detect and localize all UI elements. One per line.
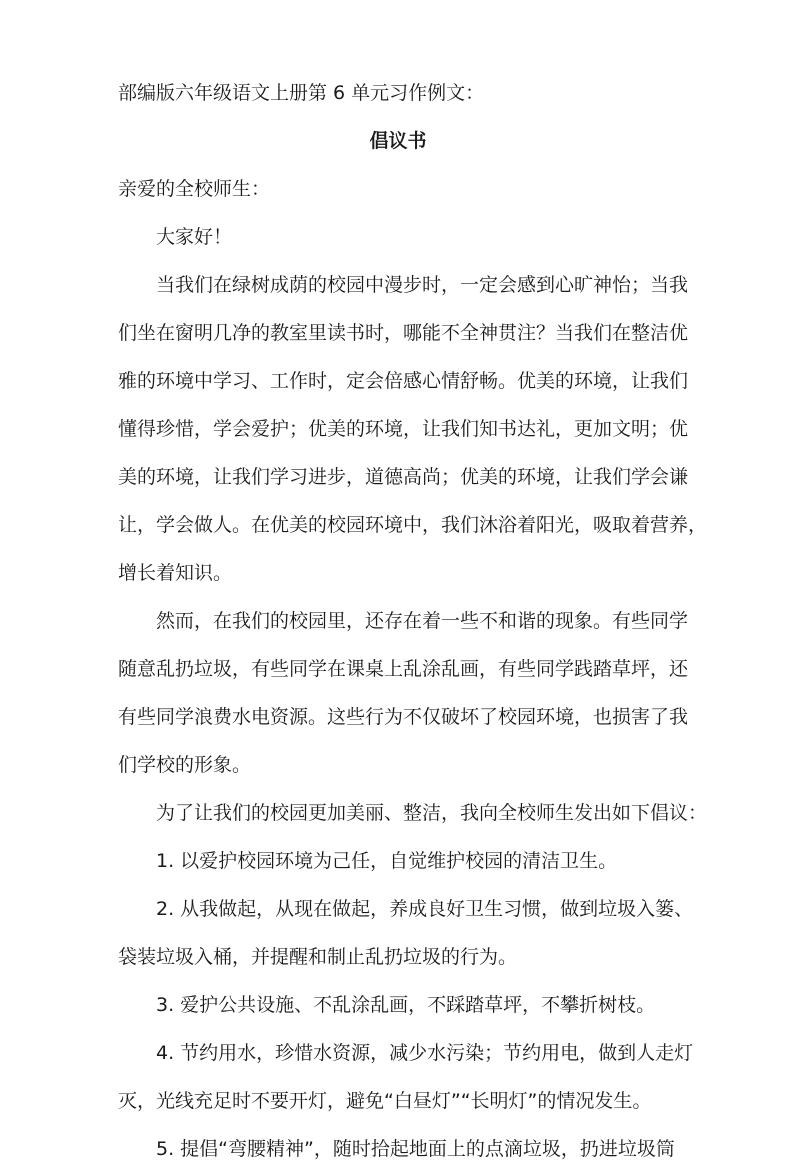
proposal-item-1 <box>118 844 678 892</box>
paragraph-line: 们学校的形象。 <box>118 754 252 776</box>
greeting: 大家好！ <box>156 226 233 248</box>
paragraph-line: 让，学会做人。在优美的校园环境中，我们沐浴着阳光，吸取着营养， <box>118 514 708 536</box>
paragraph-line: 袋装垃圾入桶，并提醒和制止乱扔垃圾的行为。 <box>118 946 518 968</box>
proposal-item-2 <box>118 892 694 988</box>
paragraph-line: 1. 以爱护校园环境为己任，自觉维护校园的清洁卫生。 <box>156 850 618 872</box>
paragraph-line: 灭，光线充足时不要开灯，避免“白昼灯”“长明灯”的情况发生。 <box>118 1090 652 1112</box>
proposal-item-3 <box>118 988 678 1036</box>
document-body <box>118 76 708 1166</box>
paragraph-proposal-intro <box>118 796 708 844</box>
paragraph-line: 然而，在我们的校园里，还存在着一些不和谐的现象。有些同学 <box>156 610 689 632</box>
paragraph-line: 4. 节约用水，珍惜水资源，减少水污染；节约用电，做到人走灯 <box>156 1042 694 1064</box>
paragraph-line: 增长着知识。 <box>118 562 233 584</box>
paragraph-line: 雅的环境中学习、工作时，定会倍感心情舒畅。优美的环境，让我们 <box>118 370 689 392</box>
paragraph-line: 5. 提倡“弯腰精神”，随时拾起地面上的点滴垃圾，扔进垃圾筒 <box>156 1138 675 1160</box>
paragraph-line: 当我们在绿树成荫的校园中漫步时，一定会感到心旷神怡；当我 <box>156 274 689 296</box>
paragraph-intro <box>118 268 708 604</box>
paragraph-line: 随意乱扔垃圾，有些同学在课桌上乱涂乱画，有些同学践踏草坪，还 <box>118 658 689 680</box>
salutation: 亲爱的全校师生： <box>118 178 271 200</box>
document-title: 倡议书 <box>369 130 427 152</box>
paragraph-line: 美的环境，让我们学习进步，道德高尚；优美的环境，让我们学会谦 <box>118 466 689 488</box>
paragraph-line: 2. 从我做起，从现在做起，养成良好卫生习惯，做到垃圾入篓、 <box>156 898 694 920</box>
proposal-item-5 <box>118 1132 678 1166</box>
paragraph-line: 3. 爱护公共设施、不乱涂乱画，不踩踏草坪，不攀折树枝。 <box>156 994 656 1016</box>
document-heading: 部编版六年级语文上册第 6 单元习作例文： <box>118 82 485 104</box>
paragraph-line: 为了让我们的校园更加美丽、整洁，我向全校师生发出如下倡议： <box>156 802 708 824</box>
paragraph-line: 们坐在窗明几净的教室里读书时，哪能不全神贯注？当我们在整洁优 <box>118 322 689 344</box>
proposal-item-4 <box>118 1036 694 1132</box>
paragraph-problems <box>118 604 689 796</box>
paragraph-line: 有些同学浪费水电资源。这些行为不仅破坏了校园环境，也损害了我 <box>118 706 689 728</box>
paragraph-line: 懂得珍惜，学会爱护；优美的环境，让我们知书达礼，更加文明；优 <box>118 418 689 440</box>
